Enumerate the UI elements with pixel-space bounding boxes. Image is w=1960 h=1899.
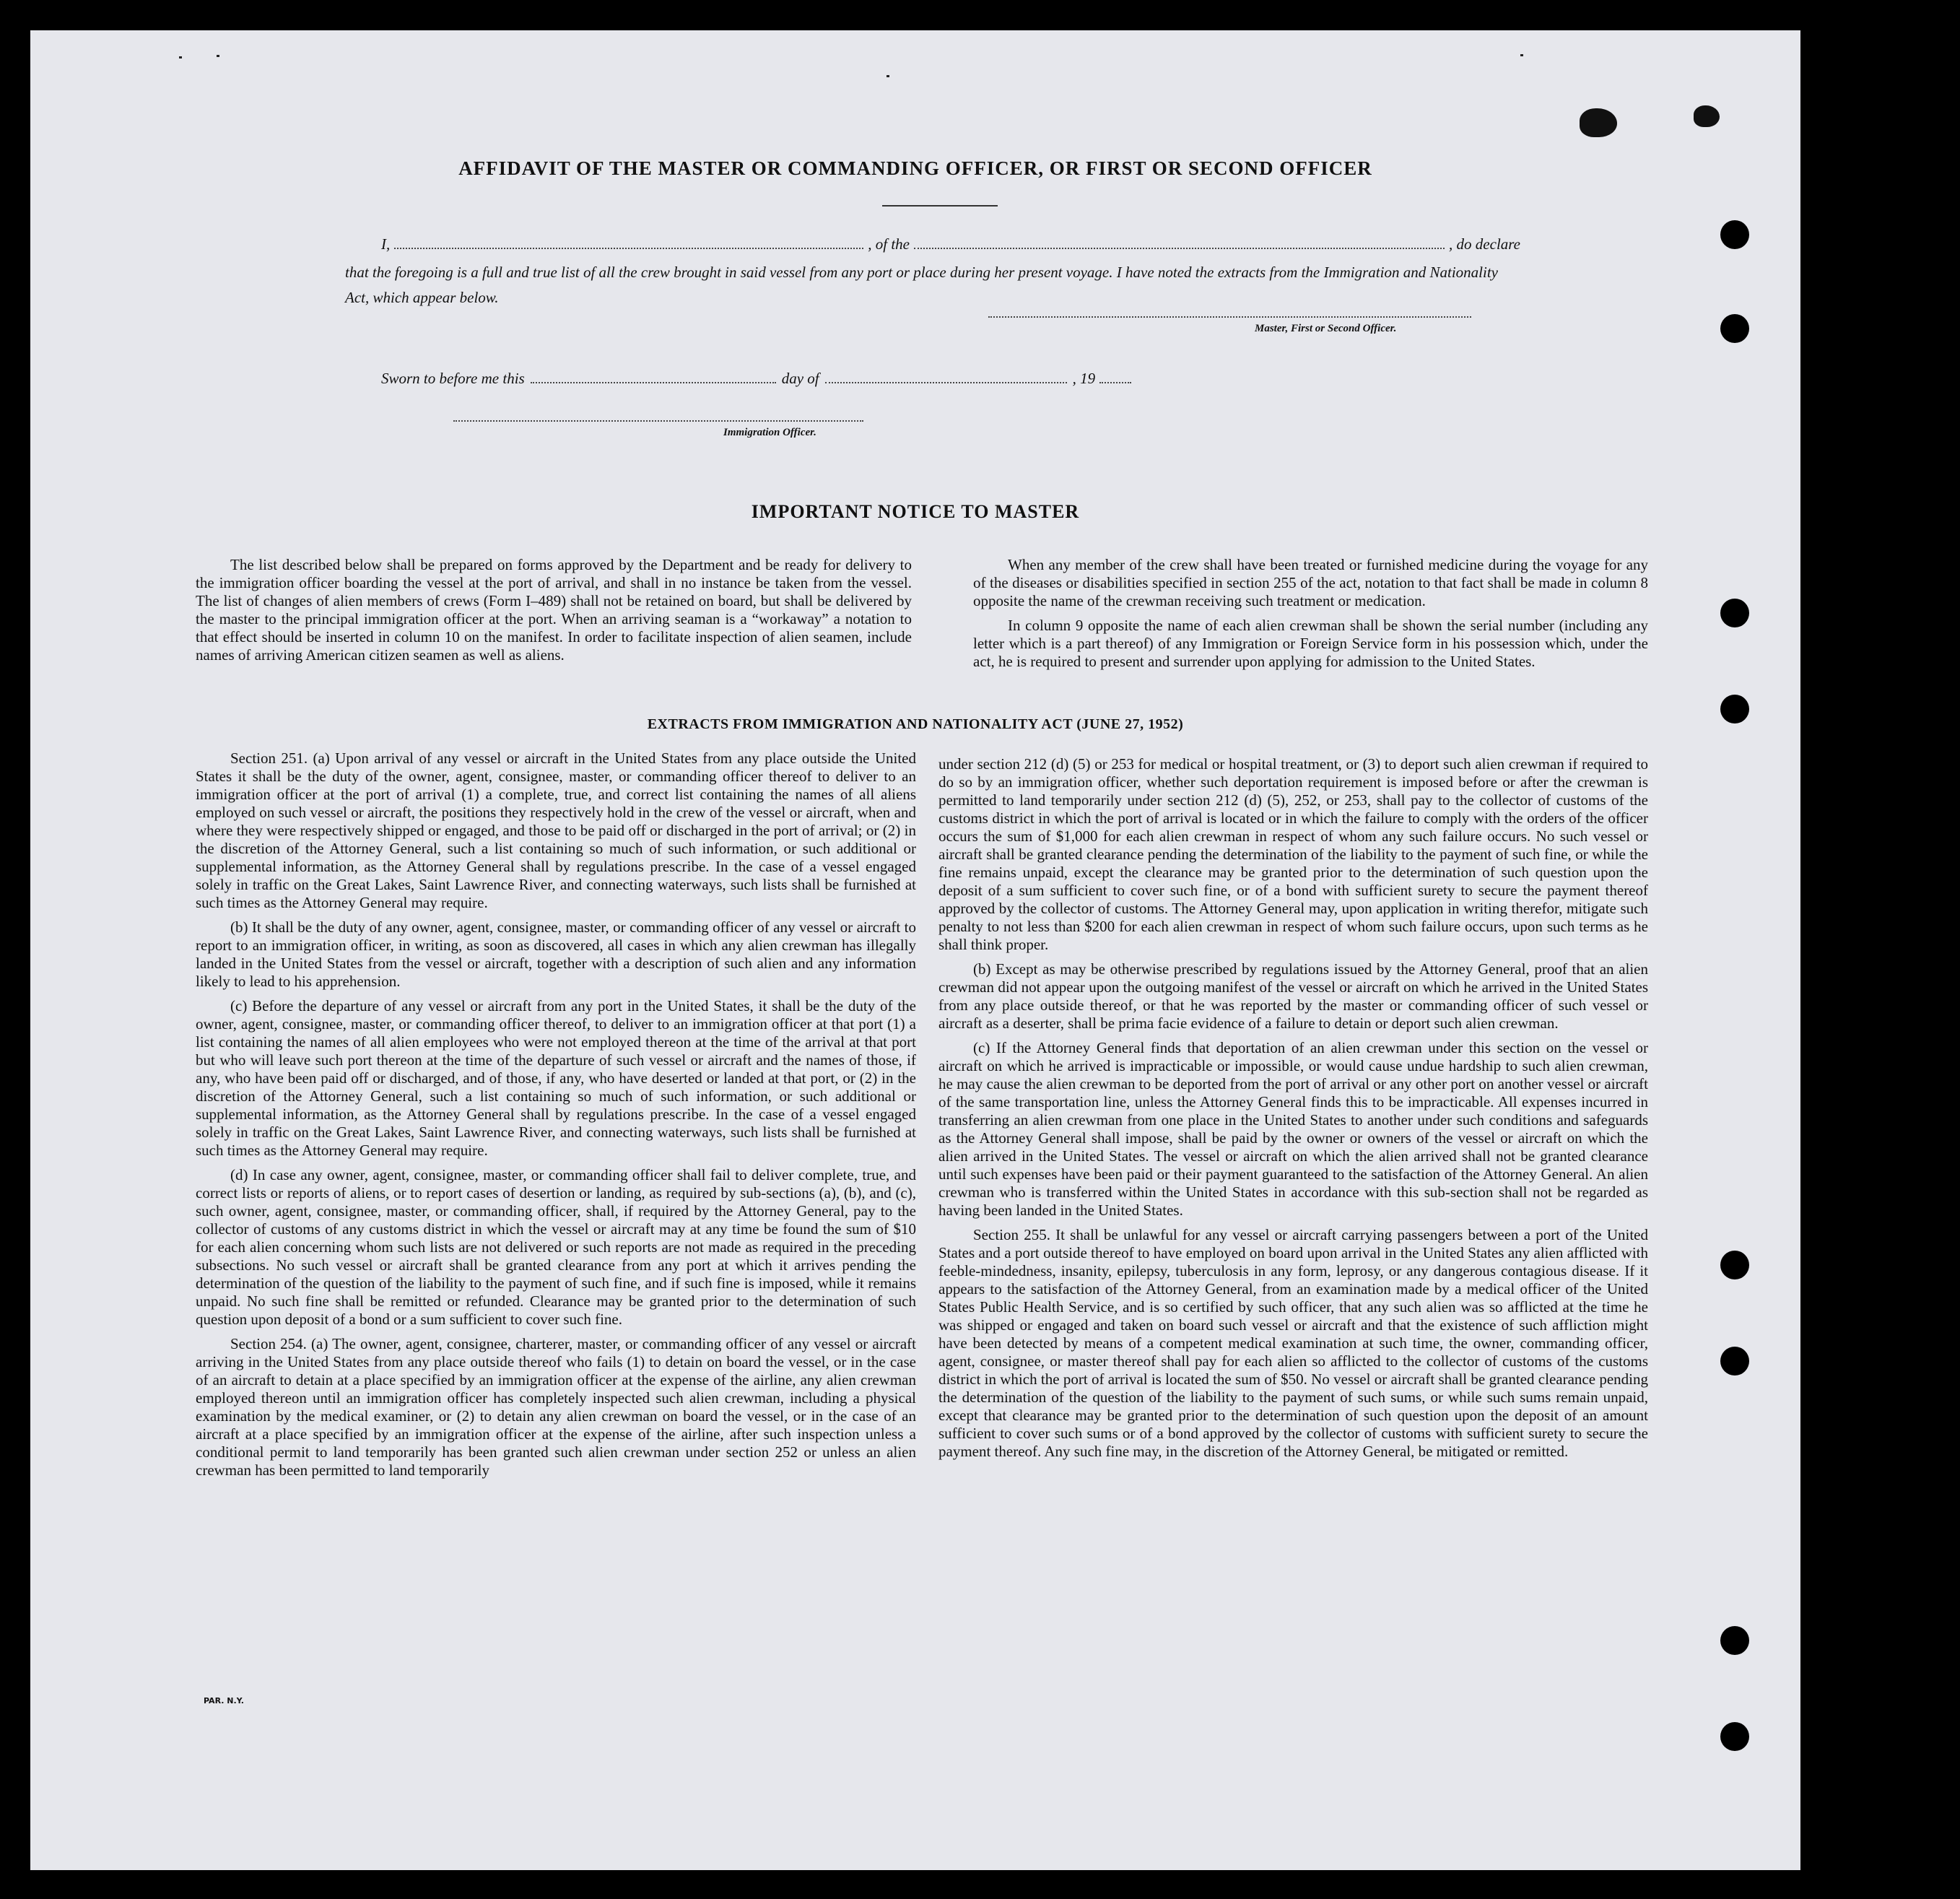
- punch-hole: [1720, 1347, 1749, 1376]
- form-page: [30, 30, 1800, 1870]
- notice-title: IMPORTANT NOTICE TO MASTER: [751, 501, 1080, 522]
- sworn-month-field[interactable]: [825, 372, 1067, 383]
- vessel-field[interactable]: [914, 238, 1445, 249]
- notice-paragraph: In column 9 opposite the name of each alien crewman shall be shown the serial number (including any letter which is a part thereof) of any Immigration or Foreign Service form in his possession which, under the act, he is required to present and surrender upon applying for admission to the United States.: [973, 617, 1648, 670]
- section-251-c: (c) Before the departure of any vessel or aircraft from any port in the United States, it shall be the duty of the owner, agent, consignee, master, or commanding officer thereof, to deliver to an immigration officer at that port (1) a list containing the names of all alien employees who were not employed thereon at the time of the arrival at that port but who will leave such port thereon at the time of the departure of such vessel or aircraft and the names of those, if any, who have been paid off or discharged, and of those, if any, who have deserted or landed at that port, or (2) in the discretion of the Attorney General, such a list containing so much of such information, or such additional or supplemental information, as the Attorney General shall by regulations prescribe. In the case of a vessel engaged solely in traffic on the Great Lakes, Saint Lawrence River, and connecting waterways, such lists shall be furnished at such times as the Attorney General may require.: [196, 997, 916, 1159]
- punch-hole: [1720, 599, 1749, 627]
- of-the-label: , of the: [868, 235, 910, 253]
- section-254-b: (b) Except as may be otherwise prescribed by regulations issued by the Attorney General, proof that an alien crewman did not appear upon the outgoing manifest of the vessel or aircraft on which he arrived in the United States from any place outside thereof, or that he was reported by the master or commanding officer of such vessel or aircraft as a deserter, shall be prima facie evidence of a failure to detain or deport such alien crewman.: [938, 960, 1648, 1032]
- punch-hole: [1720, 1626, 1749, 1655]
- ink-blot: [1694, 105, 1720, 127]
- notice-paragraph: When any member of the crew shall have been treated or furnished medicine during the voyage for any of the diseases or disabilities specified in section 255 of the act, notation to that fact shall be made in column 8 opposite the name of the crewman receiving such treatment or medication.: [973, 556, 1648, 609]
- declaration-statement: that the foregoing is a full and true list of all the crew brought in said vessel from any port or place during her present voyage. I have noted the extracts from the Immigration and Nationality Act, which appear below.: [345, 264, 1498, 306]
- title-divider: [882, 205, 998, 207]
- notice-left-column: [196, 556, 912, 671]
- punch-hole: [1720, 220, 1749, 249]
- section-254-c: (c) If the Attorney General finds that deportation of an alien crewman under this section on the vessel or aircraft on which he arrived is impracticable or impossible, or would cause undue hardship to such alien crewman, he may cause the alien crewman to be deported from the port of arrival or any other port on another vessel or aircraft of the same transportation line, unless the Attorney General finds this to be impracticable. All expenses incurred in transferring an alien crewman from one place in the United States to another under such conditions and safeguards as the Attorney General shall impose, shall be paid by the owner or owners of the vessel or aircraft on which the alien arrived in the United States. The vessel or aircraft on which the alien arrived shall not be granted clearance until such expenses have been paid or their payment guaranteed to the satisfaction of the Attorney General. An alien crewman who is transferred within the United States in accordance with this sub-section shall not be regarded as having been landed in the United States.: [938, 1039, 1648, 1219]
- officer-signature-caption: Immigration Officer.: [723, 427, 816, 438]
- speck: [1520, 54, 1523, 56]
- section-251-b: (b) It shall be the duty of any owner, agent, consignee, master, or commanding officer of any vessel or aircraft to report to an immigration officer, in writing, as soon as discovered, all cases in which any alien crewman has illegally landed in the United States from the vessel or aircraft, together with a description of such alien and any information likely to lead to his apprehension.: [196, 918, 916, 990]
- punch-hole: [1720, 1251, 1749, 1279]
- notice-paragraph: The list described below shall be prepared on forms approved by the Department and be ready for delivery to the immigration officer boarding the vessel at the port of arrival, and shall in no instance be taken from the vessel. The list of changes of alien members of crews (Form I–489) shall not be retained on board, but shall be delivered by the master to the principal immigration officer at the port. When an arriving seaman is a “workaway” a notation to that effect should be inserted in column 10 on the manifest. In order to facilitate inspection of alien seamen, include names of arriving American citizen seamen as well as aliens.: [196, 556, 912, 664]
- speck: [217, 55, 219, 57]
- affidavit-title: AFFIDAVIT OF THE MASTER OR COMMANDING OFFICER, OR FIRST OR SECOND OFFICER: [458, 157, 1372, 179]
- notice-right-column: [973, 556, 1648, 677]
- name-field[interactable]: [394, 238, 863, 249]
- year-label: , 19: [1072, 370, 1096, 387]
- extracts-left-column: [196, 749, 916, 1486]
- sworn-line: [381, 370, 1131, 388]
- declaration-line: [381, 235, 1520, 253]
- speck: [179, 56, 182, 58]
- master-signature-field[interactable]: [988, 316, 1471, 318]
- do-declare-label: , do declare: [1449, 235, 1520, 253]
- day-of-label: day of: [781, 370, 819, 387]
- punch-hole: [1720, 1722, 1749, 1751]
- extracts-heading: EXTRACTS FROM IMMIGRATION AND NATIONALITY ACT (JUNE 27, 1952): [647, 716, 1184, 732]
- punch-hole: [1720, 695, 1749, 723]
- sworn-day-field[interactable]: [531, 372, 776, 383]
- i-label: I,: [381, 235, 391, 253]
- section-254-a-continued: under section 212 (d) (5) or 253 for medical or hospital treatment, or (3) to deport such alien crewman if required to do so by an immigration officer, whether such deportation requirement is imposed before or after the crewman is permitted to land temporarily under section 212 (d) (5), 252, or 253, shall pay to the collector of customs of the customs district in which the port of arrival is located or in which the failure to comply with the orders of the officer occurs the sum of $1,000 for each alien crewman in respect of whom any such failure occurs. No such vessel or aircraft shall be granted clearance pending the determination of the liability to the payment of such fine, or while the fine remains unpaid, except the clearance may be granted prior to the determination of such question upon the deposit of a sum sufficient to cover such fine, or of a bond with sufficient surety to secure the payment thereof approved by the collector of customs. The Attorney General may, upon application in writing therefor, mitigate such penalty to not less than $200 for each alien crewman in respect of whom such failure occurs, upon such terms as he shall think proper.: [938, 755, 1648, 953]
- sworn-label: Sworn to before me this: [381, 370, 525, 387]
- section-251-a: Section 251. (a) Upon arrival of any vessel or aircraft in the United States from any place outside the United States it shall be the duty of the owner, agent, consignee, master, or commanding officer thereof to deliver to an immigration officer at the port of arrival (1) a complete, true, and correct list containing the names of all aliens employed on such vessel or aircraft, the positions they respectively hold in the crew of the vessel or aircraft, when and where they were respectively shipped or engaged, and those to be paid off or discharged in the port of arrival; or (2) in the discretion of the Attorney General, such a list containing so much of such information, or such additional or supplemental information, as the Attorney General shall by regulations prescribe. In the case of a vessel engaged solely in traffic on the Great Lakes, Saint Lawrence River, and connecting waterways, such lists shall be furnished at such times as the Attorney General may require.: [196, 749, 916, 911]
- punch-hole: [1720, 314, 1749, 343]
- section-255: Section 255. It shall be unlawful for any vessel or aircraft carrying passengers between a port of the United States and a port outside thereof to have employed on board upon arrival in the United States any alien afflicted with feeble-mindedness, insanity, epilepsy, tuberculosis in any form, leprosy, or any dangerous contagious disease. If it appears to the satisfaction of the Attorney General, from an examination made by a medical officer of the United States Public Health Service, and is so certified by such officer, that any such alien was so afflicted at the time he was shipped or engaged and taken on board such vessel or aircraft and that the existence of such affliction might have been detected by means of a competent medical examination at such time, the owner, commanding officer, agent, consignee, or master thereof shall pay for each alien so afflicted to the collector of customs of the customs district in which the port of arrival is located the sum of $50. No vessel or aircraft shall be granted clearance pending the determination of the question of the liability to the payment of such sums, or while such sums remain unpaid, except that clearance may be granted prior to the determination of such question upon the deposit of an amount sufficient to cover such sums or of a bond approved by the collector of customs with sufficient surety to secure the payment thereof. Any such fine may, in the discretion of the Attorney General, be mitigated or remitted.: [938, 1226, 1648, 1460]
- officer-signature-field[interactable]: [453, 420, 863, 422]
- sworn-year-field[interactable]: [1099, 372, 1131, 383]
- ink-blot: [1580, 108, 1617, 137]
- section-251-d: (d) In case any owner, agent, consignee, master, or commanding officer shall fail to deliver complete, true, and correct lists or reports of aliens, or to report cases of desertion or landing, as required by sub-sections (a), (b), and (c), such owner, agent, consignee, master, or commanding officer, shall, if required by the Attorney General, pay to the collector of customs of any customs district in which the vessel or aircraft may at any time be found the sum of $10 for each alien concerning whom such lists are not delivered or such reports are not made as required in the preceding subsections. No such vessel or aircraft shall be granted clearance from any port at which it arrives pending the determination of the question of the liability to the payment of such fine, and if such fine is imposed, while it remains unpaid. No such fine shall be remitted or refunded. Clearance may be granted prior to the determination of such question upon deposit of a bond or a sum sufficient to cover such fine.: [196, 1166, 916, 1328]
- printer-imprint: PAR. N.Y.: [204, 1696, 244, 1705]
- master-signature-caption: Master, First or Second Officer.: [1255, 323, 1397, 334]
- section-254-a: Section 254. (a) The owner, agent, consignee, charterer, master, or commanding officer of any vessel or aircraft arriving in the United States from any place outside thereof who fails (1) to detain on board the vessel, or in the case of an aircraft to detain at a place specified by an immigration officer at the expense of the airline, any alien crewman employed thereon until an immigration officer has completely inspected such alien crewman, including a physical examination by the medical examiner, or (2) to detain any alien crewman on board the vessel, or in the case of an aircraft at a place specified by an immigration officer at the expense of the airline, after such inspection unless a conditional permit to land temporarily has been granted such alien crewman under section 252 or unless an alien crewman has been permitted to land temporarily: [196, 1335, 916, 1479]
- speck: [887, 75, 889, 77]
- extracts-right-column: [938, 755, 1648, 1467]
